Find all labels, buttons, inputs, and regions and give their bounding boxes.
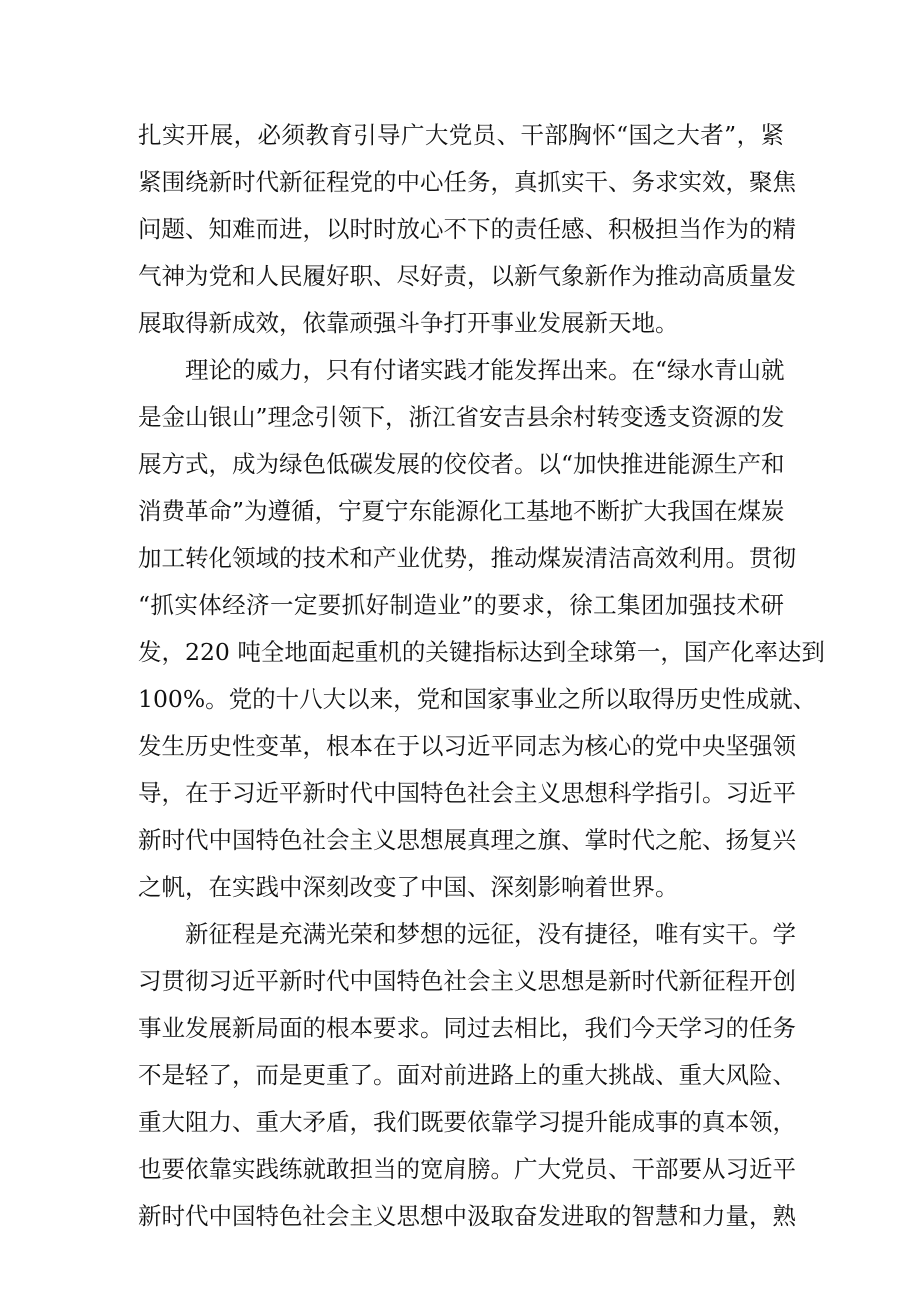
text-line: 不是轻了，而是更重了。面对前进路上的重大挑战、重大风险、 [138, 1061, 796, 1089]
text-line: 紧围绕新时代新征程党的中心任务，真抓实干、务求实效，聚焦 [138, 168, 796, 196]
text-line: 加工转化领域的技术和产业优势，推动煤炭清洁高效利用。贯彻 [138, 544, 796, 572]
text-line: 新时代中国特色社会主义思想展真理之旗、掌时代之舵、扬复兴 [138, 826, 796, 854]
text-line: 发生历史性变革，根本在于以习近平同志为核心的党中央坚强领 [138, 732, 796, 760]
text-line: 消费革命”为遵循，宁夏宁东能源化工基地不断扩大我国在煤炭 [138, 497, 785, 525]
paragraph-1 [138, 112, 796, 347]
text-line: 新时代中国特色社会主义思想中汲取奋发进取的智慧和力量，熟 [138, 1202, 796, 1230]
text-line: “抓实体经济一定要抓好制造业”的要求，徐工集团加强技术研 [138, 591, 784, 619]
text-line: 之帆，在实践中深刻改变了中国、深刻影响着世界。 [138, 873, 679, 901]
text-line: 100%。党的十八大以来，党和国家事业之所以取得历史性成就、 [138, 685, 817, 713]
text-line: 理论的威力，只有付诸实践才能发挥出来。在“绿水青山就 [185, 356, 785, 384]
text-line: 展取得新成效，依靠顽强斗争打开事业发展新天地。 [138, 309, 679, 337]
text-line: 气神为党和人民履好职、尽好责，以新气象新作为推动高质量发 [138, 262, 796, 290]
text-line: 事业发展新局面的根本要求。同过去相比，我们今天学习的任务 [138, 1014, 796, 1042]
text-line: 是金山银山”理念引领下，浙江省安吉县余村转变透支资源的发 [138, 403, 785, 431]
text-line: 也要依靠实践练就敢担当的宽肩膀。广大党员、干部要从习近平 [138, 1155, 796, 1183]
text-line: 习贯彻习近平新时代中国特色社会主义思想是新时代新征程开创 [138, 967, 796, 995]
text-line: 重大阻力、重大矛盾，我们既要依靠学习提升能成事的真本领， [138, 1108, 796, 1136]
paragraph-2 [138, 347, 825, 911]
text-line: 展方式，成为绿色低碳发展的佼佼者。以“加快推进能源生产和 [138, 450, 785, 478]
text-line: 导，在于习近平新时代中国特色社会主义思想科学指引。习近平 [138, 779, 796, 807]
body-text [138, 112, 825, 1240]
text-line: 问题、知难而进，以时时放心不下的责任感、积极担当作为的精 [138, 215, 796, 243]
text-line: 新征程是充满光荣和梦想的远征，没有捷径，唯有实干。学 [185, 920, 796, 948]
text-line: 发，220 吨全地面起重机的关键指标达到全球第一，国产化率达到 [138, 638, 825, 666]
text-line: 扎实开展，必须教育引导广大党员、干部胸怀“国之大者”，紧 [138, 121, 784, 149]
paragraph-3 [138, 911, 796, 1240]
